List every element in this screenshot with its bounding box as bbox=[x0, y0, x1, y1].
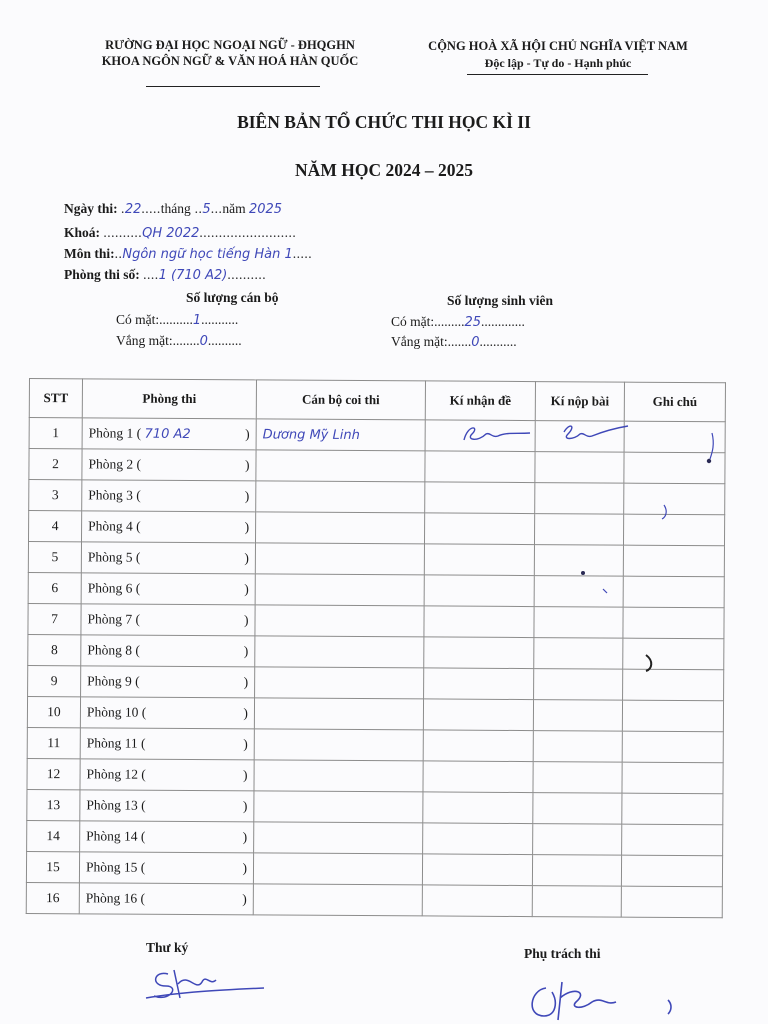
room-label: Phòng thi số: bbox=[64, 267, 140, 282]
table-row bbox=[26, 851, 722, 886]
exam-day: 22 bbox=[124, 202, 142, 217]
header-divider-right bbox=[467, 74, 648, 75]
proctor-cell bbox=[255, 543, 424, 575]
row-number: 14 bbox=[27, 820, 80, 851]
receive-signature-cell bbox=[424, 637, 534, 669]
submit-signature-cell bbox=[533, 762, 622, 794]
room-cell bbox=[80, 697, 254, 729]
student-absent-value: 0 bbox=[471, 335, 480, 350]
submit-signature-cell bbox=[533, 700, 622, 732]
university-header bbox=[70, 37, 390, 69]
room-cell bbox=[80, 759, 254, 791]
proctor-cell bbox=[254, 791, 423, 823]
submit-signature-cell bbox=[533, 793, 622, 825]
receive-signature-cell bbox=[422, 854, 532, 886]
table-row bbox=[28, 603, 724, 638]
exam-rooms-table bbox=[26, 378, 726, 918]
submit-signature-cell bbox=[533, 824, 622, 856]
table-header-row bbox=[29, 379, 725, 422]
room-close-paren: ) bbox=[242, 860, 248, 876]
room-label: Phòng 12 ( bbox=[86, 766, 146, 782]
proctor-cell bbox=[254, 698, 423, 730]
submit-signature-cell bbox=[533, 731, 622, 763]
receive-signature-cell bbox=[423, 699, 533, 731]
room-label: Phòng 2 ( bbox=[88, 456, 142, 472]
staff-absent-label: Vắng mặt: bbox=[116, 333, 173, 348]
subject-value: Ngôn ngữ học tiếng Hàn 1 bbox=[122, 247, 293, 262]
row-number: 5 bbox=[28, 542, 81, 573]
room-label: Phòng 14 ( bbox=[86, 828, 146, 844]
proctor-cell bbox=[255, 667, 424, 699]
row-number: 3 bbox=[29, 480, 82, 511]
table-row bbox=[28, 542, 724, 577]
notes-ink-marks bbox=[640, 425, 730, 675]
proctor-cell bbox=[253, 853, 422, 885]
receive-signature-cell bbox=[424, 575, 534, 607]
room-label: Phòng 3 ( bbox=[88, 487, 141, 503]
room-close-paren: ) bbox=[242, 891, 247, 907]
notes-cell bbox=[622, 793, 723, 825]
row-number: 11 bbox=[27, 727, 80, 758]
proctor-cell bbox=[255, 636, 424, 668]
proctor-cell bbox=[254, 729, 423, 761]
room-cell bbox=[80, 821, 254, 853]
academic-year: NĂM HỌC 2024 – 2025 bbox=[295, 160, 473, 180]
student-present-line: Có mặt:.........25............. bbox=[391, 314, 525, 330]
submit-signature-cell bbox=[534, 669, 623, 701]
student-present-label: Có mặt: bbox=[391, 314, 435, 329]
room-label: Phòng 6 ( bbox=[87, 580, 141, 596]
faculty-name: KHOA NGÔN NGỮ & VĂN HOÁ HÀN QUỐC bbox=[101, 54, 359, 68]
receive-signature-cell bbox=[423, 730, 533, 762]
proctor-cell bbox=[254, 822, 423, 854]
col-room: Phòng thi bbox=[82, 379, 256, 419]
room-label: Phòng 8 ( bbox=[87, 642, 140, 658]
submit-signature-cell bbox=[534, 607, 623, 639]
room-line: Phòng thi số: ....1 (710 A2).......... bbox=[64, 267, 267, 283]
proctor-cell bbox=[255, 574, 424, 606]
staff-absent-value: 0 bbox=[199, 334, 208, 349]
row-number: 8 bbox=[28, 634, 81, 665]
proctor-cell bbox=[255, 512, 424, 544]
proctor-cell bbox=[256, 450, 425, 482]
room-label: Phòng 7 ( bbox=[87, 611, 141, 627]
faculty-label: Khoá: bbox=[64, 225, 101, 240]
room-cell bbox=[81, 666, 255, 698]
republic-header bbox=[402, 38, 714, 72]
secretary-signature bbox=[140, 962, 270, 1012]
col-proctor: Cán bộ coi thi bbox=[256, 380, 425, 420]
room-cell bbox=[82, 418, 256, 450]
stray-ink-dots bbox=[575, 565, 615, 605]
table-row bbox=[28, 572, 724, 607]
room-label: Phòng 11 ( bbox=[86, 735, 146, 751]
room-cell bbox=[79, 852, 253, 884]
year-label: năm bbox=[222, 201, 246, 216]
secretary-label: Thư ký bbox=[146, 940, 189, 955]
receive-signature-cell bbox=[424, 513, 534, 545]
submit-signature-mark bbox=[556, 420, 636, 450]
staff-present-value: 1 bbox=[192, 313, 202, 328]
room-label: Phòng 10 ( bbox=[86, 704, 147, 720]
header-divider-left bbox=[146, 86, 320, 87]
month-label: tháng bbox=[160, 201, 191, 216]
proctor-cell bbox=[254, 760, 423, 792]
student-present-value: 25 bbox=[464, 315, 482, 330]
table-row bbox=[28, 665, 724, 700]
receive-signature-mark bbox=[458, 420, 548, 450]
student-count-heading: Số lượng sinh viên bbox=[447, 293, 553, 308]
table-row bbox=[27, 727, 723, 762]
faculty-line: Khoá: ..........QH 2022......................... bbox=[64, 225, 297, 241]
proctor-cell bbox=[253, 884, 422, 916]
notes-cell bbox=[621, 855, 722, 887]
room-value: 1 (710 A2) bbox=[158, 268, 228, 283]
row-number: 15 bbox=[26, 851, 79, 882]
row-number: 2 bbox=[29, 449, 82, 480]
room-close-paren: ) bbox=[245, 426, 250, 442]
proctor-cell: Dương Mỹ Linh bbox=[256, 419, 425, 451]
document-title: BIÊN BẢN TỔ CHỨC THI HỌC KÌ II bbox=[237, 112, 531, 132]
room-note: 710 A2 bbox=[144, 426, 191, 442]
table-row bbox=[29, 480, 725, 515]
staff-present-label: Có mặt: bbox=[116, 312, 160, 327]
proctor-cell bbox=[255, 605, 424, 637]
room-close-paren: ) bbox=[242, 829, 248, 845]
submit-signature-cell bbox=[532, 886, 621, 918]
table-row bbox=[29, 449, 725, 484]
col-notes: Ghi chú bbox=[624, 382, 725, 422]
submit-signature-cell bbox=[535, 483, 624, 515]
room-cell bbox=[81, 573, 255, 605]
motto: Độc lập - Tự do - Hạnh phúc bbox=[484, 56, 632, 70]
submit-signature-cell bbox=[535, 452, 624, 484]
notes-cell bbox=[621, 886, 722, 918]
university-name: RƯỜNG ĐẠI HỌC NGOẠI NGỮ - ĐHQGHN bbox=[105, 38, 355, 52]
exam-head-signature bbox=[522, 972, 692, 1024]
receive-signature-cell bbox=[425, 482, 535, 514]
proctor-cell bbox=[256, 481, 425, 513]
col-receive-signature: Kí nhận đề bbox=[425, 381, 535, 421]
table-row bbox=[29, 511, 725, 546]
notes-cell bbox=[622, 824, 723, 856]
exam-head-label: Phụ trách thi bbox=[524, 946, 601, 961]
staff-absent-line: Vắng mặt:........0.......... bbox=[116, 333, 242, 349]
room-label: Phòng 1 ( bbox=[88, 425, 142, 441]
room-close-paren: ) bbox=[244, 581, 249, 597]
room-close-paren: ) bbox=[243, 736, 248, 752]
room-cell bbox=[79, 883, 253, 915]
room-cell bbox=[81, 604, 255, 636]
room-cell bbox=[80, 728, 254, 760]
submit-signature-cell bbox=[534, 514, 623, 546]
student-absent-line: Vắng mặt:.......0........... bbox=[391, 334, 517, 350]
table-row bbox=[27, 696, 723, 731]
room-close-paren: ) bbox=[243, 612, 249, 628]
receive-signature-cell bbox=[424, 606, 534, 638]
room-label: Phòng 9 ( bbox=[87, 673, 140, 689]
receive-signature-cell bbox=[423, 761, 533, 793]
receive-signature-cell bbox=[423, 823, 533, 855]
room-close-paren: ) bbox=[243, 643, 249, 659]
table-row bbox=[27, 789, 723, 824]
room-cell bbox=[80, 790, 254, 822]
row-number: 4 bbox=[29, 511, 82, 542]
room-close-paren: ) bbox=[242, 798, 248, 814]
table-row bbox=[27, 820, 723, 855]
staff-count-heading: Số lượng cán bộ bbox=[186, 290, 279, 305]
room-close-paren: ) bbox=[243, 705, 249, 721]
table-row bbox=[28, 634, 724, 669]
room-cell bbox=[82, 511, 256, 543]
receive-signature-cell bbox=[423, 792, 533, 824]
room-cell bbox=[81, 635, 255, 667]
exam-date-line: Ngày thi: .22.....tháng ..5...năm 2025 bbox=[64, 201, 283, 217]
room-close-paren: ) bbox=[244, 550, 249, 566]
room-close-paren: ) bbox=[244, 457, 250, 473]
room-label: Phòng 16 ( bbox=[85, 890, 146, 906]
room-cell bbox=[81, 542, 255, 574]
notes-cell bbox=[622, 731, 723, 763]
room-close-paren: ) bbox=[244, 519, 250, 535]
col-stt: STT bbox=[29, 379, 82, 418]
row-number: 7 bbox=[28, 603, 81, 634]
faculty-value: QH 2022 bbox=[142, 226, 200, 241]
receive-signature-cell bbox=[422, 885, 532, 917]
room-cell bbox=[82, 449, 256, 481]
notes-cell bbox=[622, 762, 723, 794]
room-close-paren: ) bbox=[243, 767, 248, 783]
subject-line: Môn thi:..Ngôn ngữ học tiếng Hàn 1..... bbox=[64, 246, 313, 262]
room-label: Phòng 13 ( bbox=[86, 797, 146, 813]
room-label: Phòng 4 ( bbox=[88, 518, 141, 534]
col-submit-signature: Kí nộp bài bbox=[535, 382, 624, 422]
receive-signature-cell bbox=[425, 451, 535, 483]
row-number: 9 bbox=[28, 665, 81, 696]
exam-year: 2025 bbox=[248, 202, 283, 217]
room-label: Phòng 5 ( bbox=[87, 549, 141, 565]
submit-signature-cell bbox=[534, 638, 623, 670]
row-number: 6 bbox=[28, 572, 81, 603]
notes-cell bbox=[622, 700, 723, 732]
exam-month: 5 bbox=[202, 202, 211, 217]
row-number: 16 bbox=[26, 882, 79, 913]
receive-signature-cell bbox=[424, 668, 534, 700]
submit-signature-cell bbox=[532, 855, 621, 887]
room-close-paren: ) bbox=[244, 488, 250, 504]
staff-present-line: Có mặt:..........1........... bbox=[116, 312, 239, 328]
table-row bbox=[27, 758, 723, 793]
table-row bbox=[26, 882, 722, 917]
date-label: Ngày thi: bbox=[64, 201, 118, 216]
row-number: 13 bbox=[27, 789, 80, 820]
student-absent-label: Vắng mặt: bbox=[391, 334, 448, 349]
receive-signature-cell bbox=[424, 544, 534, 576]
room-label: Phòng 15 ( bbox=[85, 859, 146, 875]
row-number: 12 bbox=[27, 758, 80, 789]
row-number: 10 bbox=[27, 696, 80, 727]
subject-label: Môn thi: bbox=[64, 246, 115, 261]
room-cell bbox=[82, 480, 256, 512]
republic-name: CỘNG HOÀ XÃ HỘI CHỦ NGHĨA VIỆT NAM bbox=[428, 39, 688, 53]
row-number: 1 bbox=[29, 418, 82, 449]
room-close-paren: ) bbox=[243, 674, 249, 690]
